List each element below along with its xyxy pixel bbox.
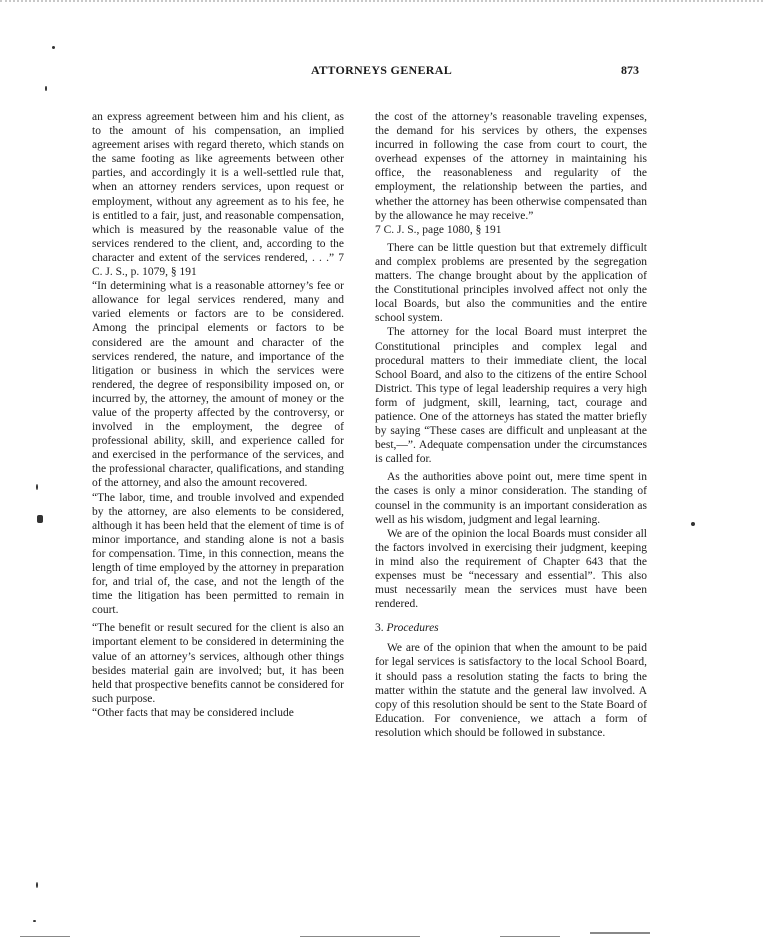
page-top-edge [0, 0, 763, 8]
right-paragraph: As the authorities above point out, mere time spent in the cases is only a minor consideration. The standing of counsel in the community is an important consideration as well as his wisdom, judgment and legal learning. [375, 471, 647, 526]
left-paragraph: “Other facts that may be considered include [92, 706, 294, 719]
right-paragraph: There can be little question but that extremely difficult and complex problems are presented by the segregation matters. The change brought about by the application of the Constitutional principles involved affect not only the local Boards, but also the communities and the entire school system. [375, 241, 647, 325]
left-paragraph: “In determining what is a reasonable attorney’s fee or allowance for legal services rendered, many and varied elements or factors are to be considered. Among the principal elements or factors to be considered are the amount and character of the services rendered, the nature, and importance of the litigation or business in which the services were rendered, the degree of responsibility imposed on, or incurred by, the attorney, the amount of money or the value of the property affected by the controversy, or involved in the employment, the degree of professional ability, skill, and experience called for and exercised in the performance of the services, and the professional character, qualifications, and standing of the attorney, and also the amount recovered. [92, 280, 344, 490]
right-paragraph: We are of the opinion that when the amount to be paid for legal services is satisfactory to the local School Board, it should pass a resolution stating the facts to bring the matter within the statute and the general law involved. A copy of this resolution should be sent to the State Board of Education. For convenience, we attach a form of resolution which should be followed in substance. [375, 642, 647, 739]
left-column [92, 110, 344, 720]
scan-speck [36, 484, 38, 490]
scan-speck [52, 46, 55, 49]
section-heading [375, 621, 647, 635]
scan-line [300, 936, 420, 937]
scan-speck [691, 522, 695, 526]
right-paragraph: We are of the opinion the local Boards must consider all the factors involved in exercising their judgment, keeping in mind also the requirement of Chapter 643 that the expenses must be “necessary and essential”. This also must necessarily mean the services must have been rendered. [375, 527, 647, 611]
right-paragraph: The attorney for the local Board must interpret the Constitutional principles and complex legal and procedural matters to their immediate client, the local School Board, and also to the citizens of the entire School District. This type of legal leadership requires a very high form of judgment, skill, learning, tact, courage and patience. One of the attorneys has stated the matter briefly by saying “These cases are difficult and unpleasant at the best,—”. Adequate compensation under the circumstances is called for. [375, 326, 647, 466]
left-paragraph: “The labor, time, and trouble involved and expended by the attorney, are also elements to be considered, although it has been held that the element of time is of minor importance, and standing alone is not a basis for compensation. Time, in this connection, means the length of time employed by the attorney in preparation for, and trial of, the case, and not the length of the time the litigation has been permitted to remain in court. [92, 491, 344, 617]
scan-line [500, 936, 560, 937]
citation: 7 C. J. S., page 1080, § 191 [375, 223, 502, 236]
right-column [375, 110, 647, 740]
section-number: 3. [375, 622, 384, 635]
running-header: ATTORNEYS GENERAL [310, 63, 453, 77]
scan-speck [36, 882, 38, 888]
scan-line [590, 932, 650, 934]
left-paragraph: an express agreement between him and his client, as to the amount of his compensation, an implied agreement arises with regard thereto, which stands on the same footing as like agreements between other parties, and accordingly it is a well-settled rule that, when an attorney renders services, upon request or employment, without any agreement as to his fee, he is entitled to a fair, just, and reasonable compensation, which is measured by the reasonable value of the services rendered to the client, and, according to the character and extent of the services rendered, . . .” 7 C. J. S., p. 1079, § 191 [92, 111, 344, 279]
scan-speck [45, 86, 47, 91]
left-paragraph: “The benefit or result secured for the client is also an important element to be considered in determining the value of an attorney’s services, although other things besides material gain are involved; but, it has been held that prospective benefits cannot be considered for such purpose. [92, 622, 344, 705]
scan-speck [37, 515, 43, 523]
page-number: 873 [621, 63, 639, 77]
scan-speck [33, 920, 36, 922]
quote-continuation: the cost of the attorney’s reasonable traveling expenses, the demand for his services by others, the expenses incurred in following the case from court to court, the overhead expenses of the attorney in maintaining his office, the reasonableness and regularity of the employment, the relationship between the parties, and whether the attorney has been otherwise compensated than by the allowance he may receive.” [375, 111, 647, 222]
section-title: Procedures [386, 622, 439, 635]
scan-line [20, 936, 70, 937]
